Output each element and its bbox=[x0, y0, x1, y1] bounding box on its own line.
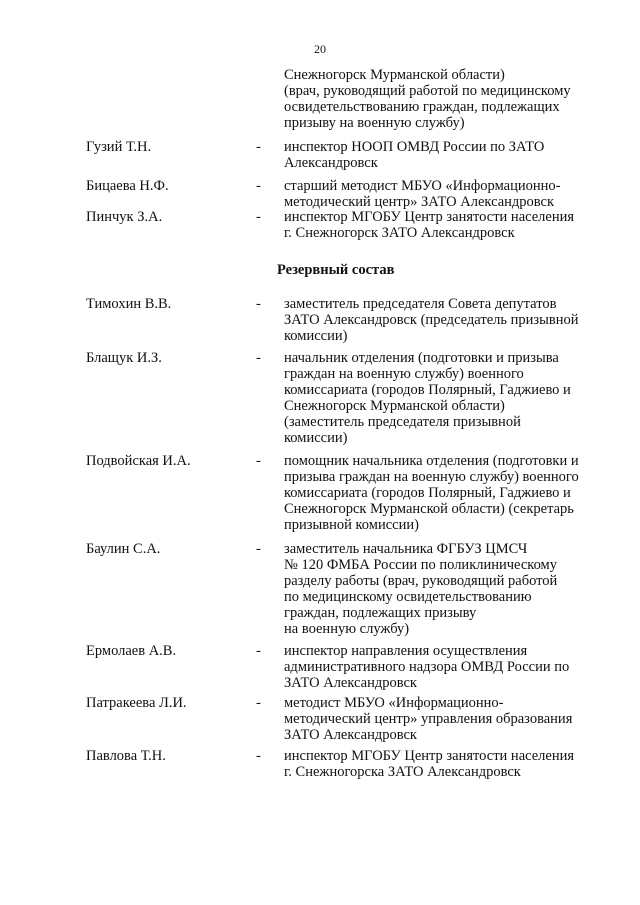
text-line: инспектор направления осуществления bbox=[284, 643, 528, 659]
dash-separator: - bbox=[256, 453, 261, 469]
continuation-text bbox=[284, 67, 604, 131]
dash-separator: - bbox=[256, 209, 261, 225]
text-line: методический центр» управления образования bbox=[284, 711, 573, 727]
text-line: старший методист МБУО «Информационно- bbox=[284, 178, 561, 194]
text-line: ЗАТО Александровск bbox=[284, 727, 417, 743]
member-position bbox=[284, 178, 604, 210]
member-position bbox=[284, 296, 604, 344]
text-line: призыва граждан на военную службу) военного bbox=[284, 469, 579, 485]
member-name: Баулин С.А. bbox=[86, 541, 161, 557]
member-name: Подвойская И.А. bbox=[86, 453, 191, 469]
member-name: Тимохин В.В. bbox=[86, 296, 172, 312]
member-name: Патракеева Л.И. bbox=[86, 695, 187, 711]
text-line: г. Снежногорск ЗАТО Александровск bbox=[284, 225, 515, 241]
text-line: комиссариата (городов Полярный, Гаджиево и bbox=[284, 485, 571, 501]
text-line: на военную службу) bbox=[284, 621, 410, 637]
text-line: по медицинскому освидетельствованию bbox=[284, 589, 532, 605]
member-name: Ермолаев А.В. bbox=[86, 643, 177, 659]
text-line: ЗАТО Александровск bbox=[284, 675, 417, 691]
member-name: Блащук И.З. bbox=[86, 350, 162, 366]
text-line: разделу работы (врач, руководящий работой bbox=[284, 573, 558, 589]
text-line: инспектор МГОБУ Центр занятости населения bbox=[284, 209, 575, 225]
text-line: Александровск bbox=[284, 155, 378, 171]
reserve-heading: Резервный состав bbox=[277, 262, 395, 278]
member-position bbox=[284, 139, 604, 171]
text-line: № 120 ФМБА России по поликлиническому bbox=[284, 557, 557, 573]
text-line: начальник отделения (подготовки и призыва bbox=[284, 350, 559, 366]
text-line: Снежногорск Мурманской области) (секретарь bbox=[284, 501, 574, 517]
text-line: призыву на военную службу) bbox=[284, 115, 465, 131]
text-line: комиссариата (городов Полярный, Гаджиево и bbox=[284, 382, 571, 398]
text-line: методический центр» ЗАТО Александровск bbox=[284, 194, 555, 210]
member-position bbox=[284, 695, 604, 743]
dash-separator: - bbox=[256, 748, 261, 764]
text-line: инспектор НООП ОМВД России по ЗАТО bbox=[284, 139, 545, 155]
member-name: Гузий Т.Н. bbox=[86, 139, 152, 155]
text-line: административного надзора ОМВД России по bbox=[284, 659, 570, 675]
text-line: заместитель председателя Совета депутатов bbox=[284, 296, 557, 312]
text-line: (заместитель председателя призывной bbox=[284, 414, 521, 430]
text-line: ЗАТО Александровск (председатель призывной bbox=[284, 312, 579, 328]
member-position bbox=[284, 541, 604, 637]
dash-separator: - bbox=[256, 350, 261, 366]
text-line: комиссии) bbox=[284, 328, 348, 344]
text-line: заместитель начальника ФГБУЗ ЦМСЧ bbox=[284, 541, 528, 557]
text-line: граждан на военную службу) военного bbox=[284, 366, 524, 382]
dash-separator: - bbox=[256, 178, 261, 194]
text-line: освидетельствованию граждан, подлежащих bbox=[284, 99, 560, 115]
text-line: (врач, руководящий работой по медицинскому bbox=[284, 83, 571, 99]
member-name: Пинчук З.А. bbox=[86, 209, 163, 225]
dash-separator: - bbox=[256, 139, 261, 155]
text-line: комиссии) bbox=[284, 430, 348, 446]
member-position bbox=[284, 209, 604, 241]
text-line: призывной комиссии) bbox=[284, 517, 419, 533]
member-position bbox=[284, 748, 604, 780]
member-position bbox=[284, 643, 604, 691]
member-position bbox=[284, 453, 604, 533]
member-name: Бицаева Н.Ф. bbox=[86, 178, 169, 194]
text-line: инспектор МГОБУ Центр занятости населения bbox=[284, 748, 575, 764]
text-line: Снежногорск Мурманской области) bbox=[284, 67, 505, 83]
text-line: граждан, подлежащих призыву bbox=[284, 605, 477, 621]
member-name: Павлова Т.Н. bbox=[86, 748, 166, 764]
dash-separator: - bbox=[256, 541, 261, 557]
text-line: г. Снежногорска ЗАТО Александровск bbox=[284, 764, 521, 780]
text-line: Снежногорск Мурманской области) bbox=[284, 398, 505, 414]
dash-separator: - bbox=[256, 296, 261, 312]
page-number: 20 bbox=[314, 42, 326, 56]
dash-separator: - bbox=[256, 695, 261, 711]
text-line: помощник начальника отделения (подготовки и bbox=[284, 453, 579, 469]
member-position bbox=[284, 350, 604, 446]
dash-separator: - bbox=[256, 643, 261, 659]
text-line: методист МБУО «Информационно- bbox=[284, 695, 504, 711]
